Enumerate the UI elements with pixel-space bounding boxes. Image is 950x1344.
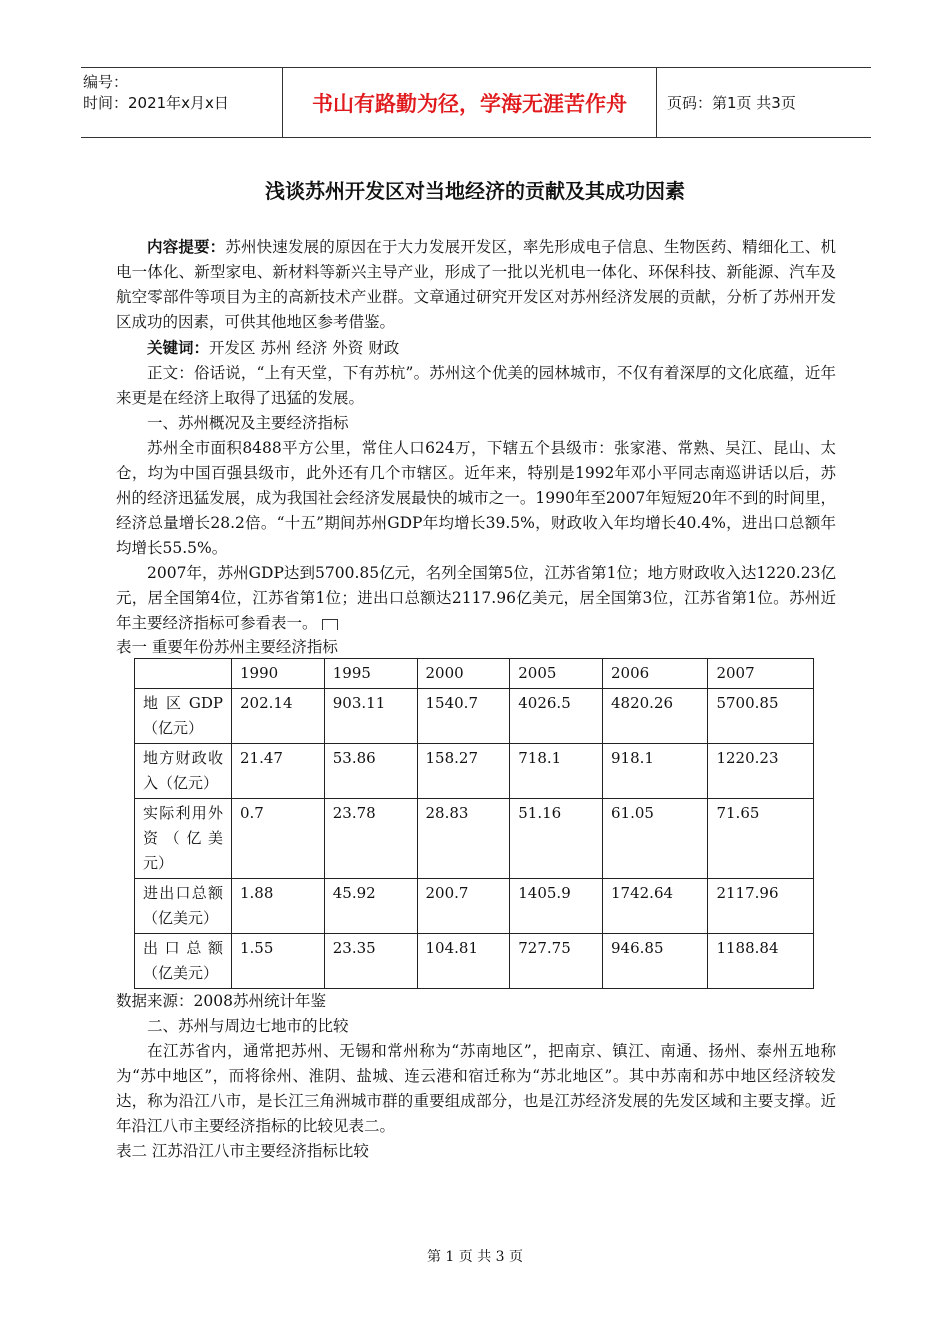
table-cell: 2117.96 xyxy=(708,879,814,934)
table-cell: 1188.84 xyxy=(708,934,814,989)
table-cell: 4820.26 xyxy=(603,689,708,744)
abstract xyxy=(116,234,836,335)
document-title: 浅谈苏州开发区对当地经济的贡献及其成功因素 xyxy=(265,179,685,203)
keywords-text: 开发区 苏州 经济 外资 财政 xyxy=(209,339,400,357)
table-row xyxy=(135,689,814,744)
table2-caption: 表二 江苏沿江八市主要经济指标比较 xyxy=(116,1142,369,1160)
table1-header-row xyxy=(135,659,814,689)
table-cell: 1742.64 xyxy=(603,879,708,934)
table-cell: 51.16 xyxy=(510,799,603,879)
table1-caption: 表一 重要年份苏州主要经济指标 xyxy=(116,638,338,656)
number-label: 编号： xyxy=(83,73,129,91)
table-cell: 71.65 xyxy=(708,799,814,879)
table-cell: 718.1 xyxy=(510,744,603,799)
table1-source: 数据来源：2008苏州统计年鉴 xyxy=(116,992,326,1010)
table-cell: 5700.85 xyxy=(708,689,814,744)
intro-paragraph: 正文：俗话说，“上有天堂，下有苏杭”。苏州这个优美的园林城市，不仅有着深厚的文化底蕴，近年来更是在经济上取得了迅猛的发展。 xyxy=(116,364,836,407)
keywords xyxy=(116,335,836,361)
section1-heading: 一、苏州概况及主要经济指标 xyxy=(147,414,349,432)
table1-year: 2007 xyxy=(708,659,814,689)
header-meta xyxy=(81,68,281,137)
table1 xyxy=(134,658,814,989)
table1-year: 2005 xyxy=(510,659,603,689)
header-page-info: 页码：第1页 共3页 xyxy=(667,94,796,112)
table1-year: 2000 xyxy=(417,659,510,689)
table-cell: 28.83 xyxy=(417,799,510,879)
table-cell: 1220.23 xyxy=(708,744,814,799)
section1-paragraph-2-text: 2007年，苏州GDP达到5700.85亿元，名列全国第5位，江苏省第1位；地方财政收入达1220.23亿元，居全国第4位，江苏省第1位；进出口总额达2117.96亿美元，居全国第3位，江苏省第1位。苏州近年主要经济指标可参看表一。 xyxy=(116,564,836,632)
table-row xyxy=(135,934,814,989)
table-cell: 918.1 xyxy=(603,744,708,799)
document-body xyxy=(116,234,836,1164)
date-label: 时间：2021年x月x日 xyxy=(83,94,229,112)
row-label: 实际利用外资（亿美元） xyxy=(135,799,232,879)
table-row xyxy=(135,879,814,934)
section1-paragraph-2 xyxy=(116,561,836,636)
table-cell: 1.55 xyxy=(232,934,325,989)
table-cell: 61.05 xyxy=(603,799,708,879)
text-marker-icon xyxy=(322,619,338,630)
table-cell: 727.75 xyxy=(510,934,603,989)
table1-corner-cell xyxy=(135,659,232,689)
table-cell: 4026.5 xyxy=(510,689,603,744)
table-cell: 53.86 xyxy=(324,744,417,799)
table-row xyxy=(135,744,814,799)
table-cell: 0.7 xyxy=(232,799,325,879)
section2-paragraph-1: 在江苏省内，通常把苏州、无锡和常州称为“苏南地区”，把南京、镇江、南通、扬州、泰州五地称为“苏中地区”，而将徐州、淮阴、盐城、连云港和宿迁称为“苏北地区”。其中苏南和苏中地区经济较发达，称为沿江八市，是长江三角洲城市群的重要组成部分，也是江苏经济发展的先发区域和主要支撑。近年沿江八市主要经济指标的比较见表二。 xyxy=(116,1042,836,1135)
table-cell: 1540.7 xyxy=(417,689,510,744)
table1-year: 2006 xyxy=(603,659,708,689)
abstract-label: 内容提要： xyxy=(147,237,226,256)
keywords-label: 关键词： xyxy=(147,338,210,357)
table-cell: 104.81 xyxy=(417,934,510,989)
row-label: 进出口总额（亿美元） xyxy=(135,879,232,934)
table-cell: 946.85 xyxy=(603,934,708,989)
table-cell: 45.92 xyxy=(324,879,417,934)
table-row xyxy=(135,799,814,879)
table-cell: 23.78 xyxy=(324,799,417,879)
table1-year: 1995 xyxy=(324,659,417,689)
row-label: 出口总额（亿美元） xyxy=(135,934,232,989)
row-label: 地区GDP（亿元） xyxy=(135,689,232,744)
section1-paragraph-1: 苏州全市面积8488平方公里，常住人口624万，下辖五个县级市：张家港、常熟、吴江、昆山、太仓，均为中国百强县级市，此外还有几个市辖区。近年来，特别是1992年邓小平同志南巡讲话以后，苏州的经济迅猛发展，成为我国社会经济发展最快的城市之一。1990年至2007年短短20年不到的时间里，经济总量增长28.2倍。“十五”期间苏州GDP年均增长39.5%，财政收入年均增长40.4%，进出口总额年均增长55.5%。 xyxy=(116,439,836,557)
table-cell: 1.88 xyxy=(232,879,325,934)
table-cell: 21.47 xyxy=(232,744,325,799)
table-cell: 1405.9 xyxy=(510,879,603,934)
table-cell: 202.14 xyxy=(232,689,325,744)
table-cell: 903.11 xyxy=(324,689,417,744)
header-motto: 书山有路勤为径，学海无涯苦作舟 xyxy=(282,68,657,137)
table1-year: 1990 xyxy=(232,659,325,689)
page-footer: 第 1 页 共 3 页 xyxy=(426,1249,524,1265)
table-cell: 23.35 xyxy=(324,934,417,989)
page-header xyxy=(81,67,871,138)
abstract-text: 苏州快速发展的原因在于大力发展开发区，率先形成电子信息、生物医药、精细化工、机电一体化、新型家电、新材料等新兴主导产业，形成了一批以光机电一体化、环保科技、新能源、汽车及航空零部件等项目为主的高新技术产业群。文章通过研究开发区对苏州经济发展的贡献，分析了苏州开发区成功的因素，可供其他地区参考借鉴。 xyxy=(116,238,836,331)
table-cell: 158.27 xyxy=(417,744,510,799)
row-label: 地方财政收入（亿元） xyxy=(135,744,232,799)
section2-heading: 二、苏州与周边七地市的比较 xyxy=(147,1017,349,1035)
table-cell: 200.7 xyxy=(417,879,510,934)
